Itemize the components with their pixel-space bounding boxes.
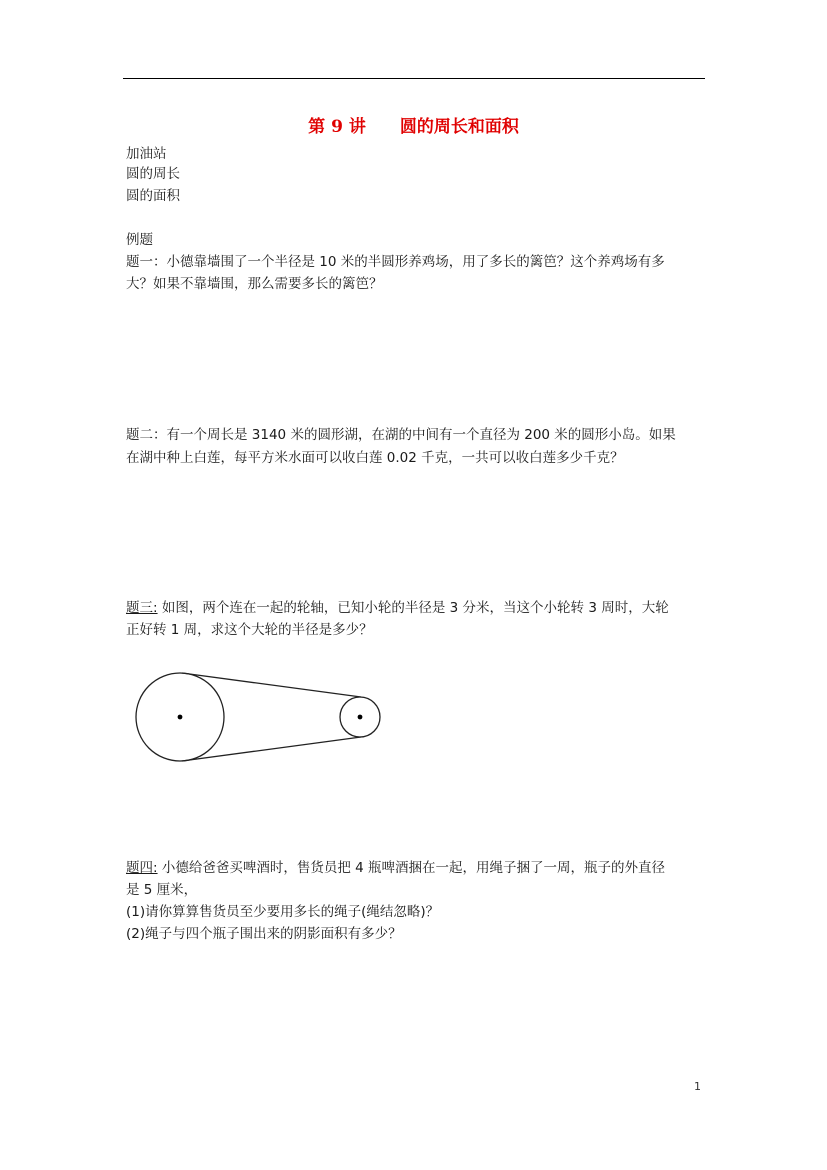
outline-item: 加油站 <box>126 146 167 162</box>
small-wheel-center <box>358 715 363 720</box>
question-4-line-2: 是 5 厘米， <box>126 882 198 898</box>
belt-bottom <box>182 737 361 761</box>
question-2-label: 题二 <box>126 427 153 443</box>
question-4-line-3: (1)请你算算售货员至少要用多长的绳子(绳结忽略)？ <box>126 904 440 920</box>
question-4-line-4: (2)绳子与四个瓶子围出来的阴影面积有多少？ <box>126 926 402 942</box>
question-1-line-1: 题一：小德靠墙围了一个半径是 10 米的半圆形养鸡场，用了多长的篱笆？这个养鸡场有多 <box>126 254 665 270</box>
question-4-line-1: 题四: 小德给爸爸买啤酒时，售货员把 4 瓶啤酒捆在一起，用绳子捆了一周，瓶子的外直径 <box>126 860 666 876</box>
examples-heading: 例题 <box>126 232 153 248</box>
question-3-line-1: 题三: 如图，两个连在一起的轮轴，已知小轮的半径是 3 分米，当这个小轮转 3 周时，大轮 <box>126 600 669 616</box>
question-2-line-2: 在湖中种上白莲，每平方米水面可以收白莲 0.02 千克，一共可以收白莲多少千克？ <box>126 450 624 466</box>
outline-item: 圆的面积 <box>126 188 180 204</box>
question-3-label: 题三: <box>126 600 158 616</box>
question-1-line-2: 大？如果不靠墙围，那么需要多长的篱笆？ <box>126 276 383 292</box>
belt-top <box>182 673 361 697</box>
question-4-label: 题四: <box>126 860 158 876</box>
page-title: 第 9 讲 圆的周长和面积 <box>308 117 519 137</box>
outline-item: 圆的周长 <box>126 166 180 182</box>
question-1-label: 题一 <box>126 254 153 270</box>
question-3-line-2: 正好转 1 周，求这个大轮的半径是多少？ <box>126 622 373 638</box>
question-2-line-1: 题二：有一个周长是 3140 米的圆形湖，在湖的中间有一个直径为 200 米的圆形小岛。如果 <box>126 427 676 443</box>
large-wheel-center <box>178 715 183 720</box>
page-number: 1 <box>694 1080 701 1093</box>
